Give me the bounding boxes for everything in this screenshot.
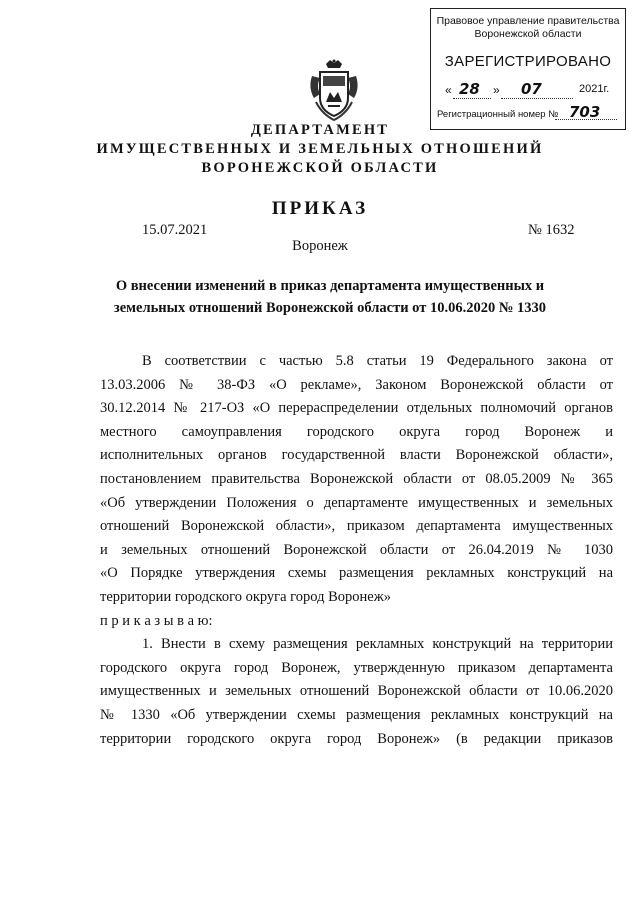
preamble-line: В соответствии с частью 5.8 статьи 19 Федерального закона от: [142, 353, 613, 369]
stamp-date-day: 28: [459, 80, 480, 98]
stamp-reg-label: Регистрационный номер №: [437, 109, 559, 120]
preamble-line: отношений Воронежской области», приказом департамента имущественных: [100, 518, 613, 535]
stamp-date: « 28 » 07 2021г.: [445, 80, 610, 98]
dept-line2: ИМУЩЕСТВЕННЫХ И ЗЕМЕЛЬНЫХ ОТНОШЕНИЙ: [96, 141, 544, 157]
dept-line3: ВОРОНЕЖСКОЙ ОБЛАСТИ: [201, 160, 439, 176]
stamp-line1: Правовое управление правительства: [436, 15, 620, 27]
document-date: 15.07.2021: [142, 222, 208, 238]
stamp-line2: Воронежской области: [474, 28, 582, 40]
document-city: Воронеж: [292, 238, 348, 254]
preamble-line: территории городского округа город Воронеж»: [100, 588, 391, 605]
item-line: имущественных и земельных отношений Воронежской области от 10.06.2020: [100, 683, 613, 700]
dept-line1: ДЕПАРТАМЕНТ: [250, 122, 390, 138]
title-line2: земельных отношений Воронежской области от 10.06.2020 № 1330: [113, 300, 547, 316]
stamp-date-year: 2021г.: [579, 83, 610, 95]
preamble-line: «Об утверждении Положения о департаменте имущественных и земельных: [100, 494, 613, 511]
preamble-line: 30.12.2014 № 217-ОЗ «О перераспределении отдельных полномочий органов: [100, 400, 613, 417]
stamp-reg-number: 703: [569, 103, 601, 121]
item-line: 1. Внести в схему размещения рекламных конструкций на территории: [142, 636, 613, 653]
stamp-date-month: 07: [521, 80, 542, 98]
preamble-line: и земельных отношений Воронежской области от 26.04.2019 № 1030: [100, 541, 613, 558]
item-line: территории городского округа город Воронеж» (в редакции приказов: [100, 730, 613, 747]
preamble-line: исполнительных органов государственной власти Воронежской области»,: [100, 447, 613, 464]
prikazyvayu: п р и к а з ы в а ю:: [100, 612, 213, 629]
item-line: № 1330 «Об утверждении схемы размещения рекламных конструкций на: [100, 706, 613, 723]
preamble-line: «О Порядке утверждения схемы размещения рекламных конструкций на: [100, 565, 613, 582]
coat-of-arms-icon: [306, 58, 362, 122]
preamble-line: местного самоуправления городского округа город Воронеж и: [100, 423, 613, 440]
title-line1: О внесении изменений в приказ департамента имущественных и: [115, 278, 545, 294]
item-line: городского округа город Воронеж, утвержденную приказом департамента: [100, 659, 613, 676]
preamble-line: 13.03.2006 № 38-ФЗ «О рекламе», Законом Воронежской области от: [100, 376, 613, 393]
preamble: [100, 350, 613, 751]
preamble-line: постановлением правительства Воронежской области от 08.05.2009 № 365: [100, 470, 613, 487]
registration-stamp: [430, 8, 626, 130]
stamp-registered: ЗАРЕГИСТРИРОВАНО: [444, 53, 612, 70]
stamp-number: [437, 103, 619, 121]
document-number: № 1632: [528, 222, 575, 238]
document-title: [70, 275, 590, 319]
document-type: ПРИКАЗ: [271, 198, 369, 219]
